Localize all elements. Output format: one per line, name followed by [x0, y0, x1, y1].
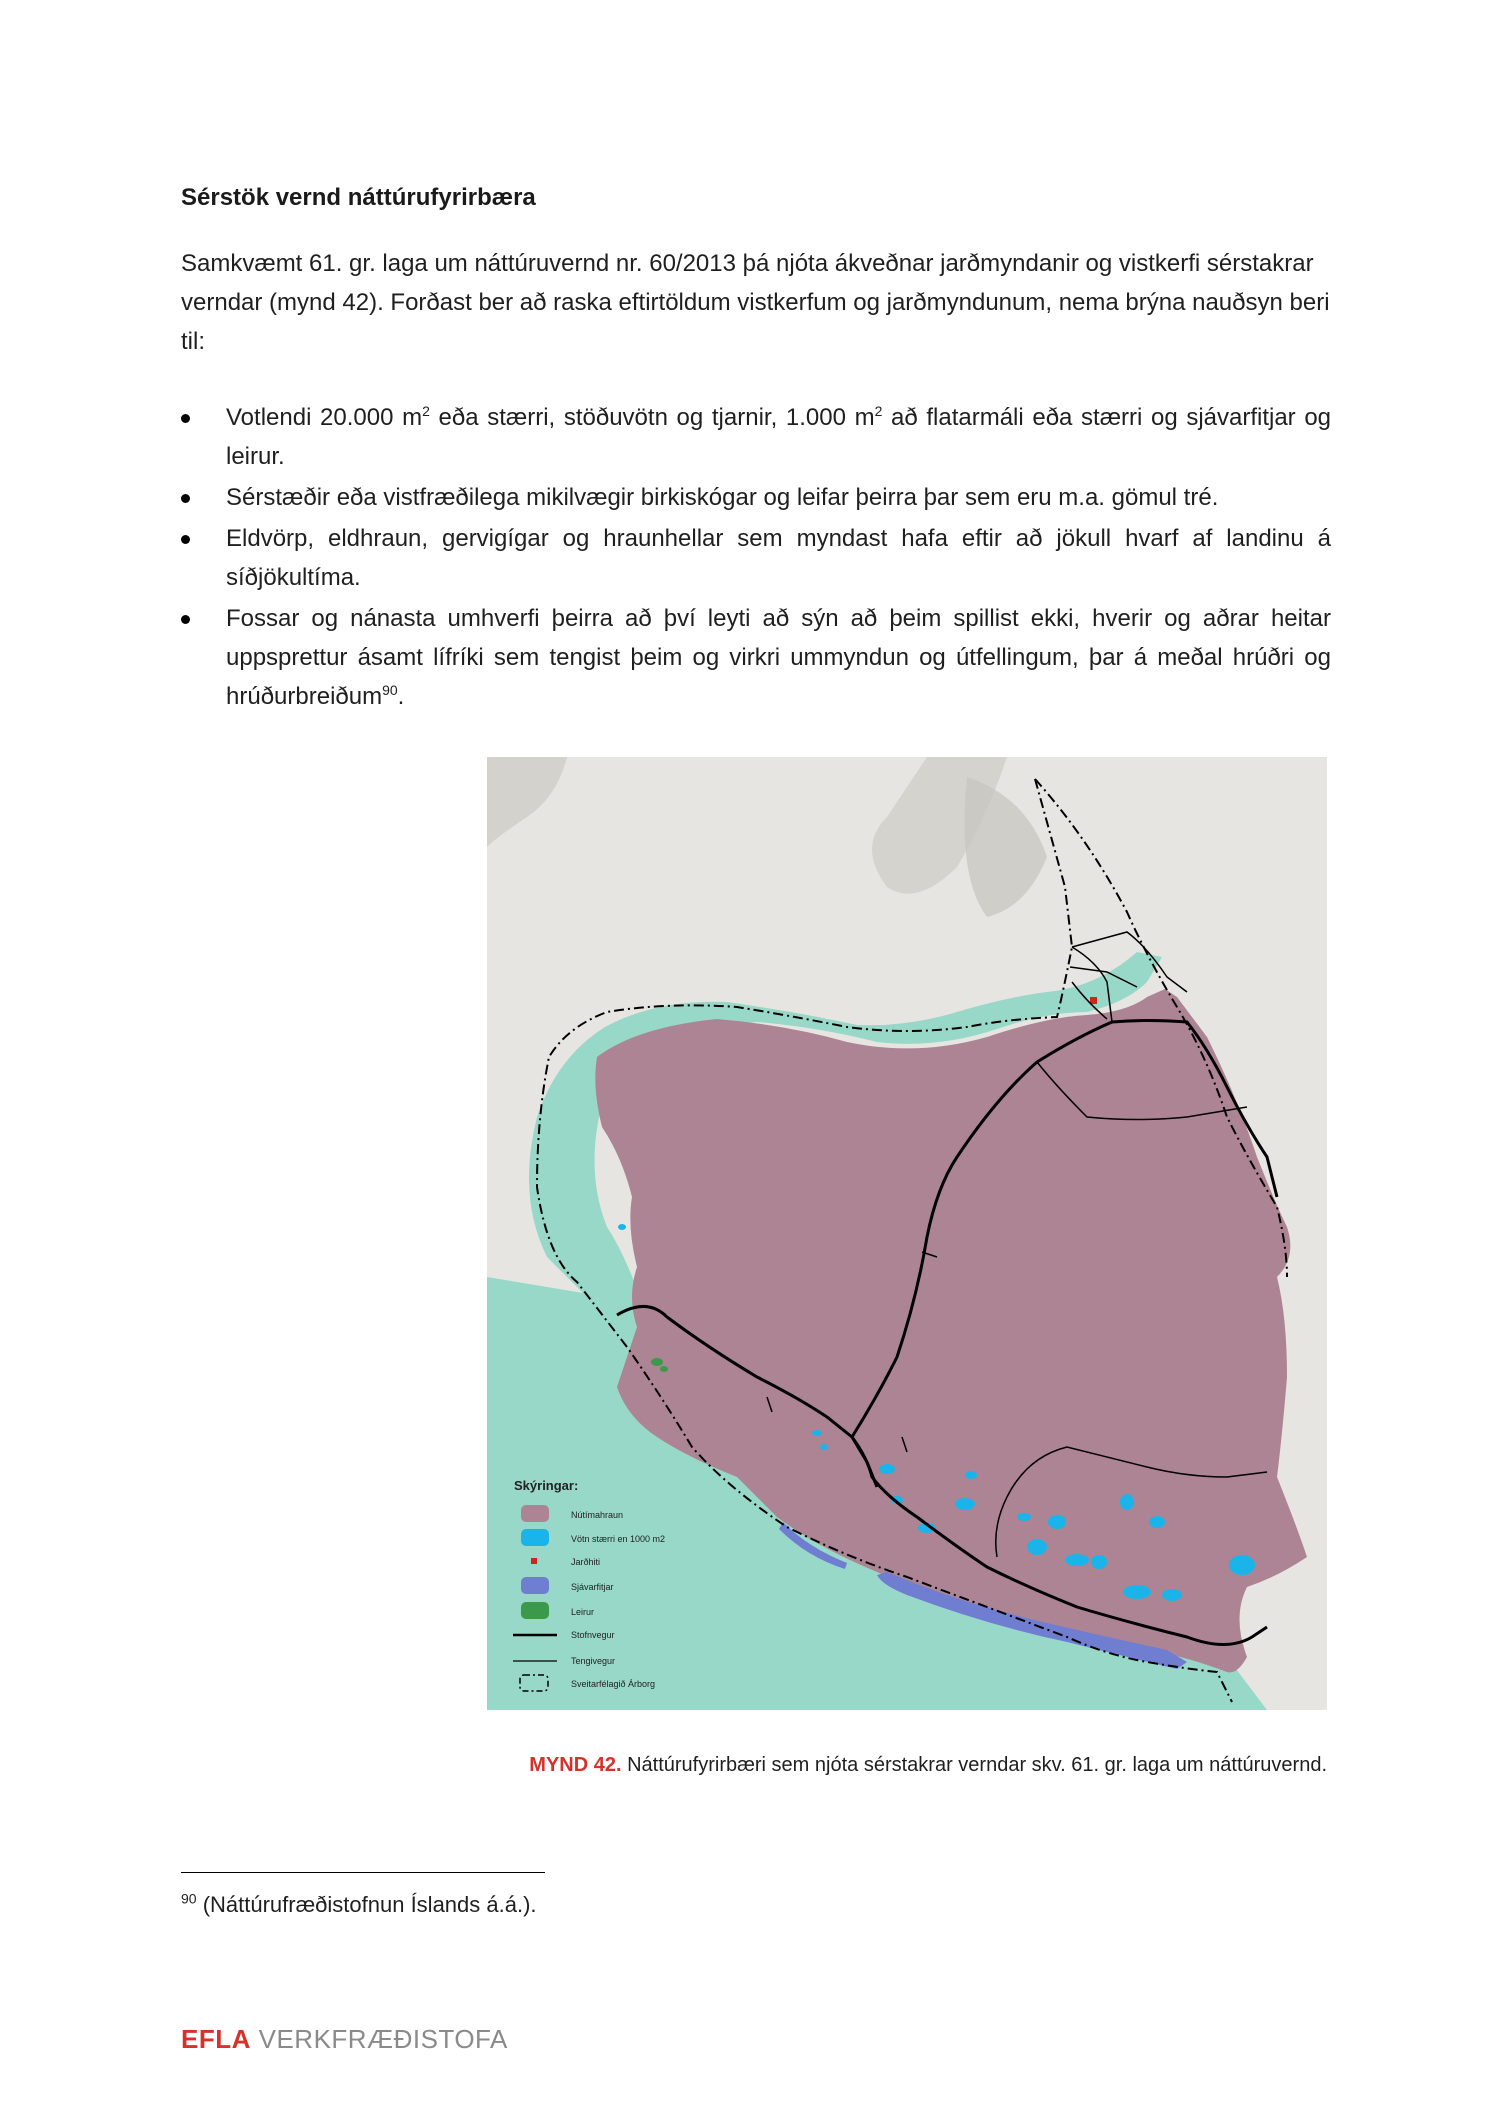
section-heading: Sérstök vernd náttúrufyrirbæra	[181, 184, 536, 211]
legend-label-geothermal: Jarðhiti	[571, 1557, 601, 1567]
legend-label-secondary-road: Tengivegur	[571, 1656, 616, 1666]
list-item: Eldvörp, eldhraun, gervigígar og hraunhellar sem myndast hafa eftir að jökull hvarf af landinu á síðjökultíma.	[181, 519, 1331, 597]
mudflat	[660, 1366, 668, 1372]
legend-swatch-lava	[521, 1505, 549, 1522]
figure-caption	[487, 1754, 1327, 1777]
bullet-icon	[181, 535, 190, 544]
brand-subtitle: VERKFRÆÐISTOFA	[250, 2024, 508, 2054]
intro-paragraph: Samkvæmt 61. gr. laga um náttúruvernd nr. 60/2013 þá njóta ákveðnar jarðmyndanir og vistkerfi sérstakrar verndar (mynd 42). Forðast ber að raska eftirtöldum vistkerfum og jarðmyndunum, nema brýna nauðsyn beri til:	[181, 250, 1330, 355]
legend-swatch-saltmarsh	[521, 1577, 549, 1594]
geothermal-site	[1090, 997, 1097, 1004]
footnote-number: 90	[181, 1890, 197, 1907]
footer-logo	[181, 2024, 508, 2055]
brand-name: EFLA	[181, 2024, 251, 2054]
caption-text: Náttúrufyrirbæri sem njóta sérstakrar verndar skv. 61. gr. laga um náttúruvernd.	[621, 1754, 1327, 1776]
legend-label-boundary: Sveitarfélagið Árborg	[571, 1679, 656, 1689]
caption-label: MYND 42.	[529, 1754, 622, 1776]
list-item: Votlendi 20.000 $m^2$ eða stærri, stöðuvötn og tjarnir, 1.000 $m^2$ að flatarmáli eða stærri og sjávarfitjar og leirur.	[181, 398, 1331, 476]
bullet-icon	[181, 414, 190, 423]
legend-swatch-geothermal	[531, 1558, 537, 1564]
legend-label-lakes: Vötn stærri en 1000 m2	[571, 1534, 666, 1544]
list-item: Sérstæðir eða vistfræðilega mikilvægir birkiskógar og leifar þeirra þar sem eru m.a. gömul tré.	[181, 478, 1331, 517]
legend-swatch-mudflat	[521, 1602, 549, 1619]
footnote-ref[interactable]: 90	[382, 682, 398, 698]
legend-label-lava: Nútímahraun	[571, 1510, 624, 1520]
footnote-text: (Náttúrufræðistofnun Íslands á.á.).	[196, 1892, 537, 1917]
footnote-separator	[181, 1872, 545, 1873]
legend-label-main-road: Stofnvegur	[571, 1630, 615, 1640]
protection-list	[181, 398, 1331, 718]
nature-protection-map	[487, 757, 1327, 1710]
bullet-icon	[181, 494, 190, 503]
legend-label-saltmarsh: Sjávarfitjar	[571, 1582, 614, 1592]
list-item: Fossar og nánasta umhverfi þeirra að því leyti að sýn að þeim spillist ekki, hverir og aðrar heitar uppsprettur ásamt lífríki sem tengist þeim og virkri ummyndun og útfellingum, þar á meðal hrúðri og hrúðurbreiðum$^{90}$.	[181, 599, 1331, 716]
bullet-icon	[181, 615, 190, 624]
footnote	[181, 1892, 537, 1918]
legend-label-mudflat: Leirur	[571, 1607, 595, 1617]
mudflat	[651, 1358, 663, 1366]
legend-title: Skýringar:	[514, 1478, 579, 1493]
legend-swatch-lakes	[521, 1529, 549, 1546]
